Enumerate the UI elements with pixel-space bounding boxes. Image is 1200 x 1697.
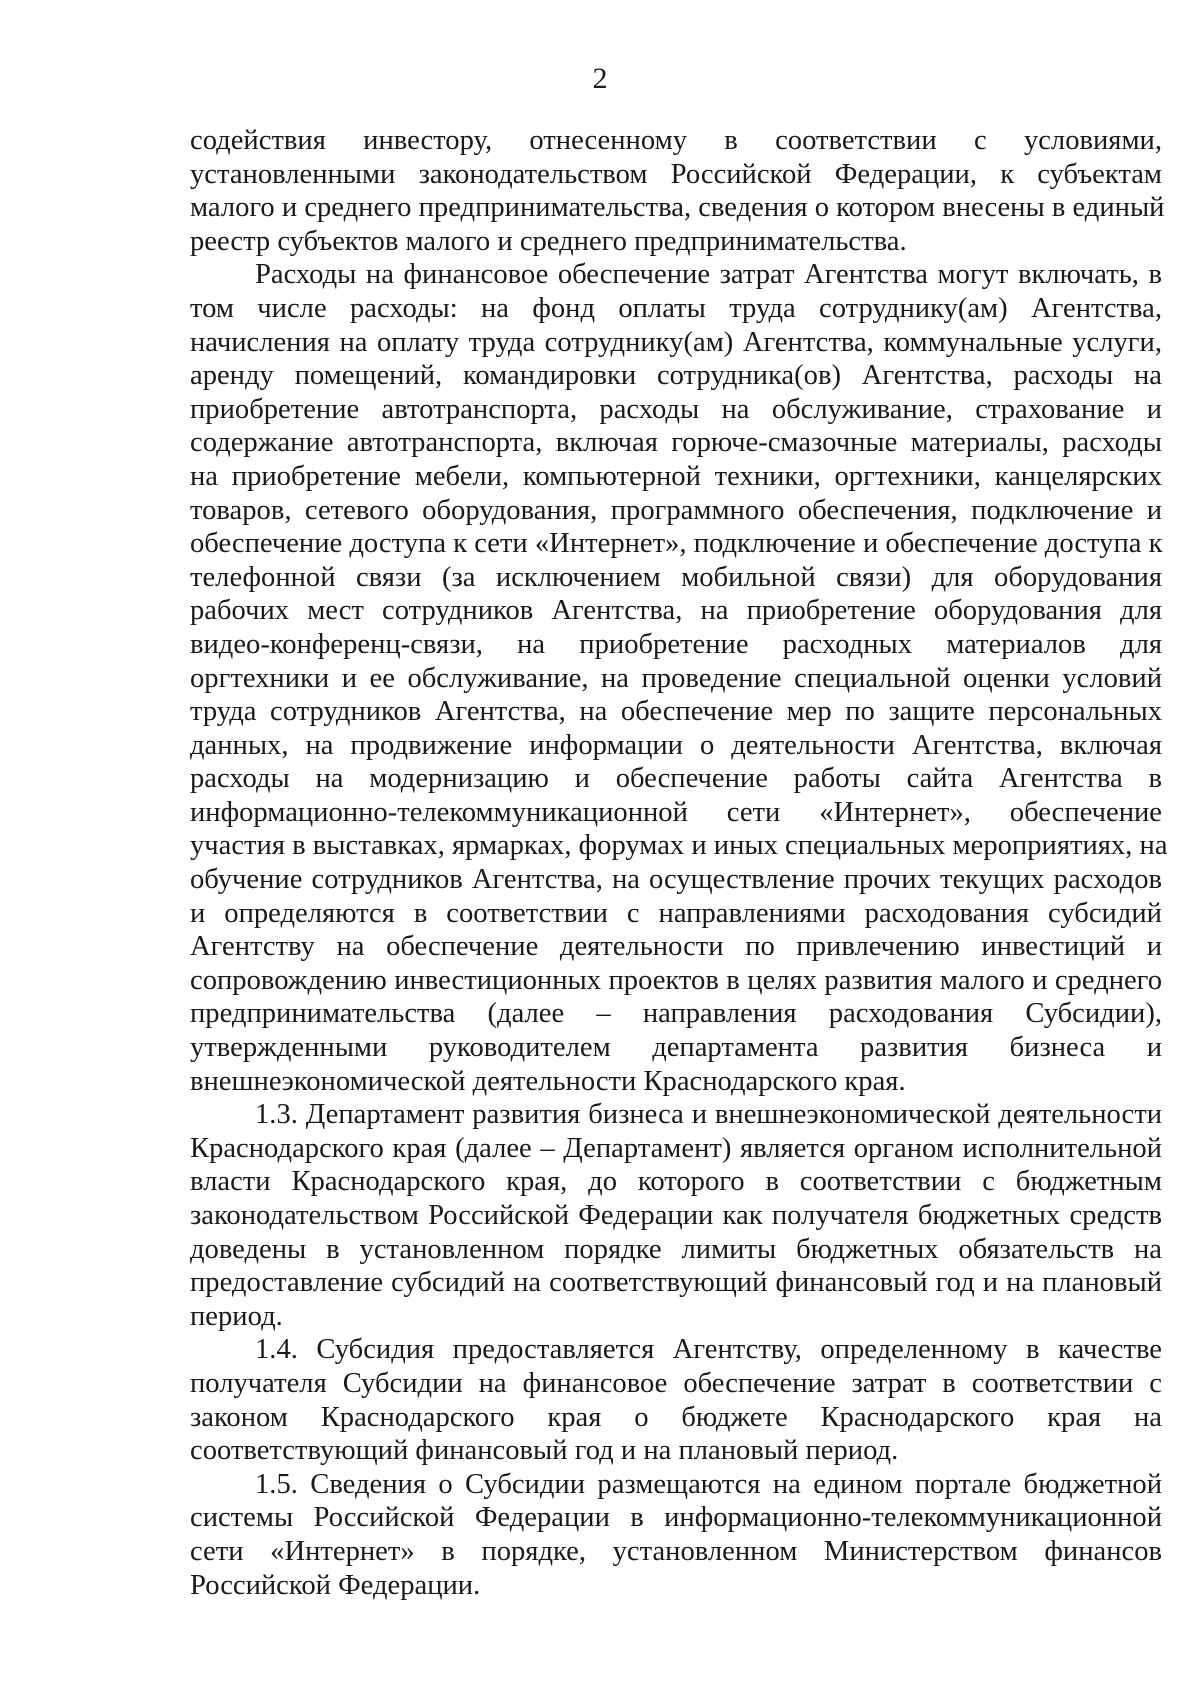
text-line: законом Краснодарского края о бюджете Краснодарского края на	[190, 1401, 1162, 1433]
text-line: сети «Интернет» в порядке, установленном Министерством финансов	[190, 1535, 1162, 1567]
text-line: период.	[190, 1300, 283, 1332]
text-line: реестр субъектов малого и среднего предпринимательства.	[190, 225, 907, 257]
text-line: участия в выставках, ярмарках, форумах и иных специальных мероприятиях, на	[190, 830, 1168, 862]
text-line: доведены в установленном порядке лимиты бюджетных обязательств на	[190, 1233, 1162, 1265]
text-line: власти Краснодарского края, до которого в соответствии с бюджетным	[190, 1166, 1162, 1198]
text-line: начисления на оплату труда сотруднику(ам) Агентства, коммунальные услуги,	[190, 326, 1162, 358]
text-line: Краснодарского края (далее – Департамент) является органом исполнительной	[190, 1132, 1162, 1164]
text-line: и определяются в соответствии с направлениями расходования субсидий	[190, 897, 1162, 929]
text-line: системы Российской Федерации в информационно-телекоммуникационной	[190, 1502, 1162, 1534]
text-line: содействия инвестору, отнесенному в соответствии с условиями,	[190, 125, 1162, 156]
text-line: рабочих мест сотрудников Агентства, на приобретение оборудования для	[190, 595, 1162, 627]
text-line: 1.3. Департамент развития бизнеса и внешнеэкономической деятельности	[255, 1099, 1162, 1131]
text-line: Российской Федерации.	[190, 1569, 481, 1601]
text-line: 1.4. Субсидия предоставляется Агентству, определенному в качестве	[255, 1334, 1162, 1366]
text-line: оргтехники и ее обслуживание, на проведение специальной оценки условий	[190, 662, 1162, 694]
text-line: видео-конференц-связи, на приобретение расходных материалов для	[190, 628, 1162, 660]
text-line: установленными законодательством Российской Федерации, к субъектам	[190, 158, 1162, 190]
text-line: законодательством Российской Федерации как получателя бюджетных средств	[190, 1200, 1162, 1231]
text-line: внешнеэкономической деятельности Краснодарского края.	[190, 1065, 906, 1097]
page-number: 2	[592, 62, 608, 95]
text-line: аренду помещений, командировки сотрудника(ов) Агентства, расходы на	[190, 360, 1162, 392]
text-line: на приобретение мебели, компьютерной техники, оргтехники, канцелярских	[190, 460, 1162, 492]
text-line: информационно-телекоммуникационной сети «Интернет», обеспечение	[190, 796, 1162, 828]
paragraph-clause-1-5	[190, 1468, 1162, 1602]
text-line: обеспечение доступа к сети «Интернет», подключение и обеспечение доступа к	[190, 528, 1163, 560]
text-line: Расходы на финансовое обеспечение затрат Агентства могут включать, в	[255, 259, 1162, 291]
text-line: том числе расходы: на фонд оплаты труда сотруднику(ам) Агентства,	[190, 292, 1162, 324]
text-line: Агентству на обеспечение деятельности по привлечению инвестиций и	[190, 931, 1162, 963]
text-line: обучение сотрудников Агентства, на осуществление прочих текущих расходов	[190, 864, 1162, 896]
text-line: телефонной связи (за исключением мобильной связи) для оборудования	[190, 561, 1162, 593]
text-line: данных, на продвижение информации о деятельности Агентства, включая	[190, 729, 1162, 761]
paragraph-clause-1-3	[190, 1098, 1162, 1333]
text-line: соответствующий финансовый год и на плановый период.	[190, 1435, 899, 1467]
text-line: малого и среднего предпринимательства, сведения о котором внесены в единый	[190, 192, 1165, 224]
text-line: получателя Субсидии на финансовое обеспечение затрат в соответствии с	[190, 1367, 1162, 1399]
paragraph-continuation	[190, 124, 1165, 258]
text-line: расходы на модернизацию и обеспечение работы сайта Агентства в	[190, 763, 1162, 795]
text-line: товаров, сетевого оборудования, программного обеспечения, подключение и	[190, 494, 1162, 526]
text-line: предоставление субсидий на соответствующий финансовый год и на плановый	[190, 1267, 1162, 1299]
paragraph-expenses	[190, 258, 1168, 1098]
document-body	[190, 124, 1168, 1602]
text-line: сопровождению инвестиционных проектов в целях развития малого и среднего	[190, 964, 1162, 996]
text-line: труда сотрудников Агентства, на обеспечение мер по защите персональных	[190, 696, 1162, 728]
text-line: предпринимательства (далее – направления расходования Субсидии),	[190, 998, 1162, 1030]
paragraph-clause-1-4	[190, 1333, 1162, 1467]
text-line: 1.5. Сведения о Субсидии размещаются на едином портале бюджетной	[255, 1468, 1162, 1500]
text-line: утвержденными руководителем департамента развития бизнеса и	[190, 1032, 1162, 1064]
text-line: содержание автотранспорта, включая горюче-смазочные материалы, расходы	[190, 427, 1162, 459]
text-line: приобретение автотранспорта, расходы на обслуживание, страхование и	[190, 393, 1162, 425]
